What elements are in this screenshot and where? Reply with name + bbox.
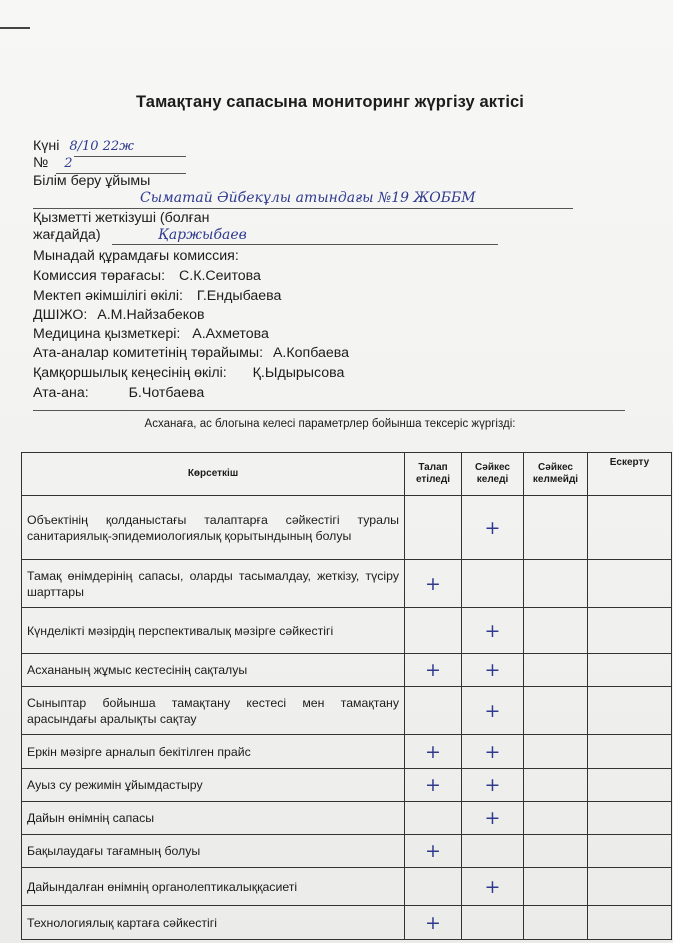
number-label: № (33, 155, 49, 171)
required-cell (405, 687, 462, 735)
complies-cell: + (462, 868, 524, 906)
complies-cell: + (462, 654, 524, 687)
header-required: Талап етіледі (405, 453, 462, 496)
complies-cell: + (462, 687, 524, 735)
date-line (33, 138, 134, 154)
member-name: С.К.Сеитова (179, 268, 261, 284)
noncomply-cell (524, 560, 588, 608)
provider-underline (112, 244, 498, 245)
commission-member (33, 326, 269, 342)
required-cell: + (405, 735, 462, 769)
indicator-cell: Тамақ өнімдерінің сапасы, оларды тасымалдау, жеткізу, түсіру шарттары (22, 560, 405, 608)
indicator-cell: Еркін мәзірге арналып бекітілген прайс (22, 735, 405, 769)
required-cell (405, 868, 462, 906)
number-value: 2 (64, 156, 73, 171)
indicator-cell: Күнделікті мәзірдің перспективалық мәзірге сәйкестігі (22, 608, 405, 654)
noncomply-cell (524, 654, 588, 687)
table-row (22, 496, 672, 560)
table-row (22, 560, 672, 608)
complies-cell (462, 835, 524, 868)
provider-label-line1: Қызметті жеткізуші (болған (33, 210, 210, 226)
noncomply-cell (524, 608, 588, 654)
complies-cell (462, 560, 524, 608)
member-name: А.Копбаева (272, 345, 350, 361)
header-indicator: Көрсеткіш (22, 453, 405, 496)
complies-cell: + (462, 802, 524, 835)
member-name: Б.Чотбаева (128, 385, 205, 401)
member-role: ДШІЖО: (33, 307, 88, 323)
noncomply-cell (524, 802, 588, 835)
note-cell (588, 560, 672, 608)
member-name: Г.Ендыбаева (196, 288, 282, 304)
required-cell (405, 496, 462, 560)
date-underline (74, 156, 186, 157)
member-role: Қамқоршылық кеңесінің өкілі: (33, 365, 227, 381)
member-role: Ата-аналар комитетінің төрайымы: (33, 345, 264, 361)
organization-underline (33, 208, 573, 209)
note-cell (588, 802, 672, 835)
pen-stroke-mark (0, 27, 30, 29)
complies-cell: + (462, 735, 524, 769)
complies-cell (462, 906, 524, 940)
table-row (22, 735, 672, 769)
required-cell (405, 802, 462, 835)
required-cell: + (405, 906, 462, 940)
header-note: Ескерту (588, 453, 672, 496)
table-row (22, 835, 672, 868)
indicator-cell: Технологиялық картаға сәйкестігі (22, 906, 405, 940)
note-cell (588, 496, 672, 560)
member-name: А.М.Найзабеков (97, 307, 205, 323)
commission-underline (33, 410, 625, 411)
indicator-cell: Сыныптар бойынша тамақтану кестесі мен тамақтану арасындағы аралықты сақтау (22, 687, 405, 735)
note-cell (588, 687, 672, 735)
complies-cell: + (462, 496, 524, 560)
required-cell: + (405, 769, 462, 802)
noncomply-cell (524, 868, 588, 906)
required-cell: + (405, 560, 462, 608)
noncomply-cell (524, 687, 588, 735)
noncomply-cell (524, 769, 588, 802)
table-row (22, 687, 672, 735)
inspection-intro: Асханаға, ас блогына келесі параметрлер бойынша тексеріс жүргізді: (144, 418, 516, 430)
note-cell (588, 868, 672, 906)
noncomply-cell (524, 496, 588, 560)
table-row (22, 608, 672, 654)
table-header-row (22, 453, 672, 496)
table-row (22, 769, 672, 802)
organization-label: Білім беру ұйымы (33, 173, 151, 189)
noncomply-cell (524, 835, 588, 868)
complies-cell: + (462, 769, 524, 802)
date-label: Күні (33, 138, 60, 154)
note-cell (588, 835, 672, 868)
commission-member (33, 345, 349, 361)
inspection-table (21, 452, 672, 940)
header-noncomply: Сәйкес келмейді (524, 453, 588, 496)
table-row (22, 802, 672, 835)
note-cell (588, 735, 672, 769)
note-cell (588, 608, 672, 654)
required-cell: + (405, 835, 462, 868)
member-name: Қ.Ыдырысова (252, 365, 345, 381)
provider-label-line2: жағдайда) (33, 227, 101, 243)
member-name: А.Ахметова (192, 326, 269, 342)
noncomply-cell (524, 735, 588, 769)
commission-member (33, 307, 205, 323)
document-title: Тамақтану сапасына мониторинг жүргізу актісі (136, 93, 524, 111)
member-role: Комиссия төрағасы: (33, 268, 166, 284)
number-line (33, 155, 72, 171)
complies-cell: + (462, 608, 524, 654)
required-cell: + (405, 654, 462, 687)
indicator-cell: Асхананың жұмыс кестесінің сақталуы (22, 654, 405, 687)
table-row (22, 654, 672, 687)
commission-member (33, 288, 281, 304)
note-cell (588, 769, 672, 802)
note-cell (588, 906, 672, 940)
organization-value: Сыматай Әйбекұлы атындағы №19 ЖОББМ (140, 190, 476, 206)
indicator-cell: Бақылаудағы тағамның болуы (22, 835, 405, 868)
header-complies: Сәйкес келеді (462, 453, 524, 496)
commission-member (33, 365, 344, 381)
indicator-cell: Дайын өнімнің сапасы (22, 802, 405, 835)
commission-member (33, 385, 204, 401)
indicator-cell: Объектінің қолданыстағы талаптарға сәйкестігі туралы санитариялық-эпидемиологиялық қорытындының болуы (22, 496, 405, 560)
table-row (22, 906, 672, 940)
member-role: Мектеп әкімшілігі өкілі: (33, 288, 183, 304)
table-row (22, 868, 672, 906)
date-value: 8/10 22ж (69, 139, 134, 154)
member-role: Медицина қызметкері: (33, 326, 181, 342)
note-cell (588, 654, 672, 687)
indicator-cell: Дайындалған өнімнің органолептикалыққасиеті (22, 868, 405, 906)
provider-value: Қаржыбаев (158, 227, 247, 243)
required-cell (405, 608, 462, 654)
commission-intro: Мынадай құрамдағы комиссия: (33, 248, 239, 264)
noncomply-cell (524, 906, 588, 940)
member-role: Ата-ана: (33, 385, 89, 401)
commission-member (33, 268, 261, 284)
indicator-cell: Ауыз су режимін ұйымдастыру (22, 769, 405, 802)
